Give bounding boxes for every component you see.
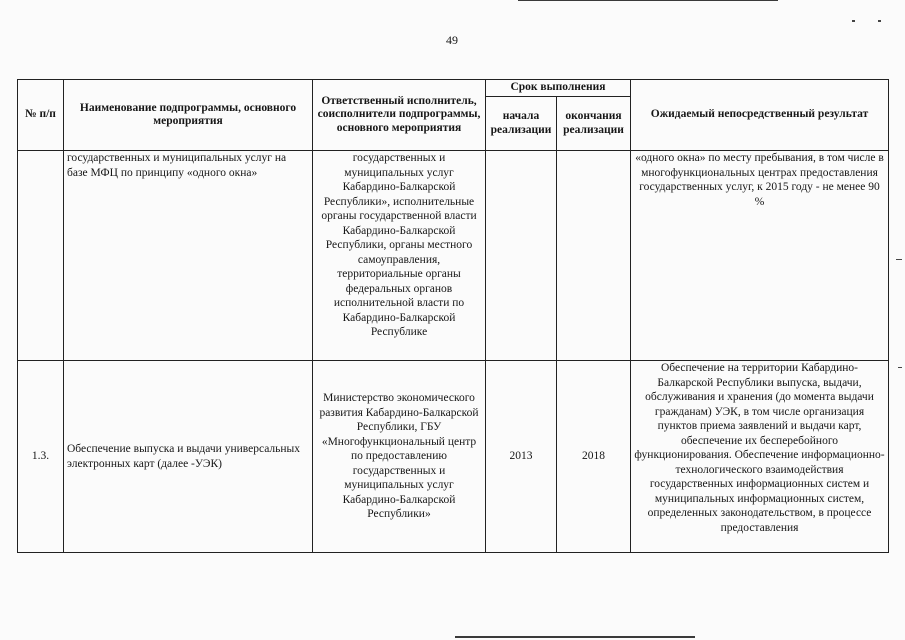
table-row xyxy=(18,151,889,361)
top-scan-rule xyxy=(518,0,778,1)
row-responsible: Министерство экономического развития Кабардино-Балкарской Республики, ГБУ «Многофункциональный центр по предоставлению государственных и муниципальных услуг Кабардино-Балкарской Республики» xyxy=(313,361,486,553)
row-start xyxy=(486,151,557,361)
row-result: Обеспечение на территории Кабардино-Балкарской Республики выпуска, выдачи, обслуживания и хранения (до момента выдачи гражданам) УЭК, в том числе организация пунктов приема заявлений и выдачи карт, обеспечение их бесперебойного функционирования. Обеспечение информационно-технологического взаимодействия государственных информационных систем и муниципальных информационных систем, определенных законодательством, в процессе предоставления xyxy=(631,361,889,553)
header-responsible: Ответственный исполнитель, соисполнители подпрограммы, основного мероприятия xyxy=(313,80,486,151)
scan-speck xyxy=(878,20,881,22)
header-num: № п/п xyxy=(18,80,64,151)
header-end: окончания реализации xyxy=(557,97,631,151)
row-num: 1.3. xyxy=(18,361,64,553)
row-end xyxy=(557,151,631,361)
scan-speck xyxy=(898,367,902,368)
row-responsible: государственных и муниципальных услуг Кабардино-Балкарской Республики», исполнительные органы государственной власти Кабардино-Балкарской Республики, органы местного самоуправления, территориальные органы федеральных органов исполнительной власти по Кабардино-Балкарской Республике xyxy=(313,151,486,361)
header-term: Срок выполнения xyxy=(486,80,631,97)
scan-speck xyxy=(896,259,902,260)
row-result: «одного окна» по месту пребывания, в том числе в многофункциональных центрах предоставления государственных услуг, к 2015 году - не менее 90 % xyxy=(631,151,889,361)
header-result: Ожидаемый непосредственный результат xyxy=(631,80,889,151)
row-end: 2018 xyxy=(557,361,631,553)
header-row xyxy=(18,80,889,97)
row-name: государственных и муниципальных услуг на базе МФЦ по принципу «одного окна» xyxy=(64,151,313,361)
scan-speck xyxy=(852,20,855,22)
header-name: Наименование подпрограммы, основного мероприятия xyxy=(64,80,313,151)
header-start: начала реализации xyxy=(486,97,557,151)
row-start: 2013 xyxy=(486,361,557,553)
table-row xyxy=(18,361,889,553)
page-number: 49 xyxy=(446,33,458,47)
row-num xyxy=(18,151,64,361)
bottom-scan-rule xyxy=(455,636,695,638)
program-table xyxy=(17,79,889,553)
row-name: Обеспечение выпуска и выдачи универсальных электронных карт (далее -УЭК) xyxy=(64,361,313,553)
